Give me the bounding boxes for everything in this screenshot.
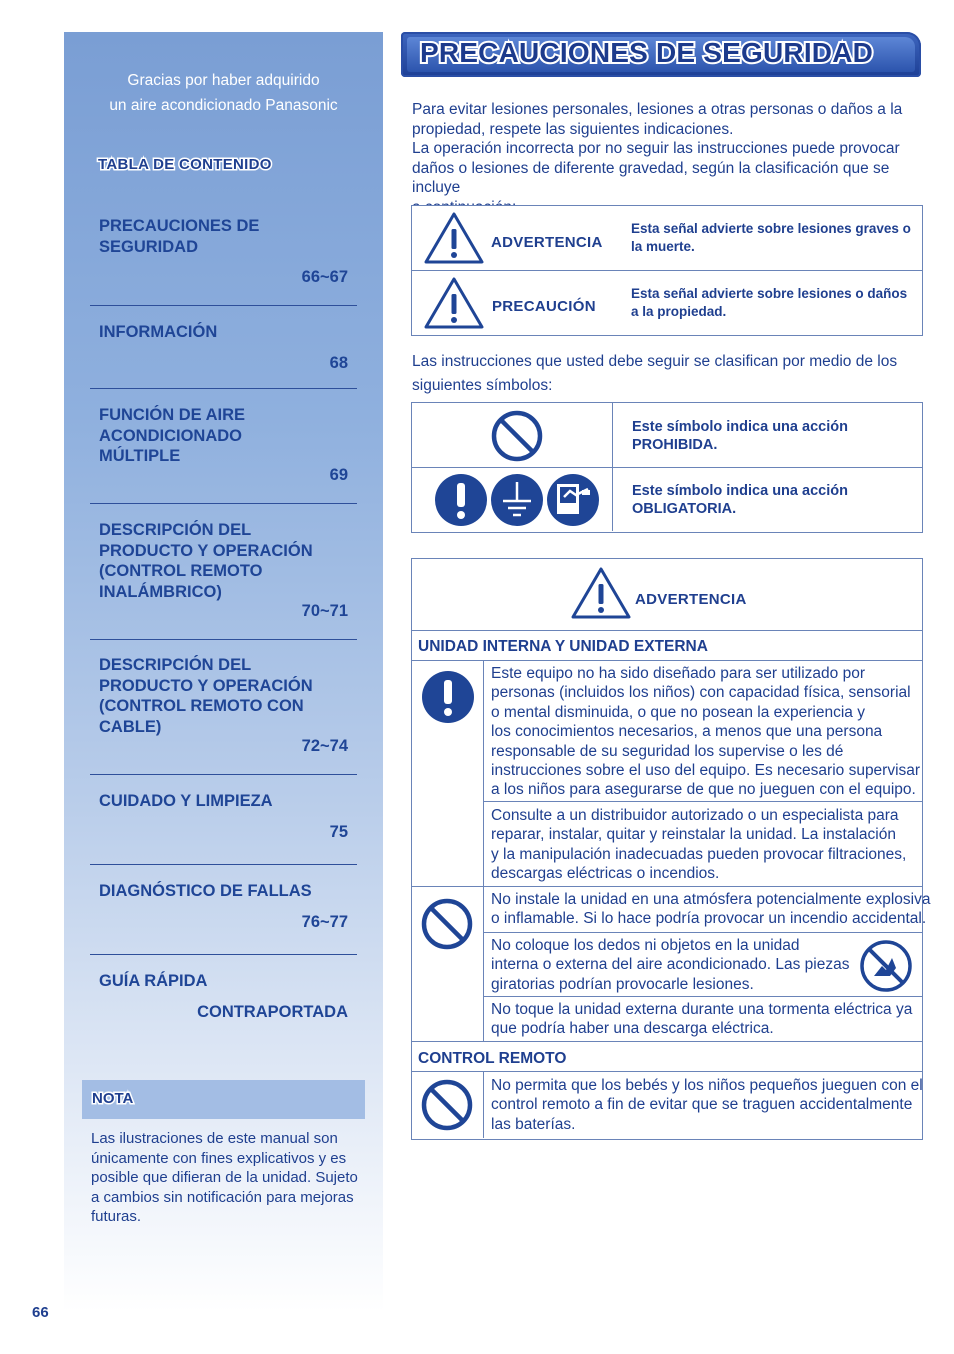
warning-row-line: No instale la unidad en una atmósfera potencialmente explosiva bbox=[491, 891, 931, 908]
toc-item-label: DIAGNÓSTICO DE FALLAS bbox=[99, 882, 312, 900]
toc-item-guia[interactable] bbox=[90, 971, 357, 1022]
toc-item-label: DESCRIPCIÓN DEL PRODUCTO Y OPERACIÓN (CONTROL REMOTO INALÁMBRICO) bbox=[99, 521, 313, 601]
table-divider bbox=[412, 1041, 922, 1042]
warning-row-line: instrucciones sobre el uso del equipo. Es necesario supervisar bbox=[491, 762, 921, 780]
warning-row-line: responsable de su seguridad los supervise o les dé bbox=[491, 742, 844, 760]
prohibited-icon bbox=[490, 409, 544, 463]
section-title-control-remoto: CONTROL REMOTO bbox=[418, 1050, 567, 1067]
signal-desc-precaucion bbox=[631, 285, 907, 321]
warning-row-line: las baterías. bbox=[491, 1115, 576, 1133]
warning-row-line: No coloque los dedos ni objetos en la unidad bbox=[491, 937, 800, 954]
warning-row-line: reparar, instalar, quitar y reinstalar la unidad. La instalación bbox=[491, 826, 896, 844]
signal-desc-line: Esta señal advierte sobre lesiones graves o bbox=[631, 221, 911, 236]
toc-item-label: FUNCIÓN DE AIRE ACONDICIONADO MÚLTIPLE bbox=[99, 406, 246, 465]
intro-line: propiedad, respete las siguientes indicaciones. bbox=[412, 120, 734, 138]
toc-item-label: INFORMACIÓN bbox=[99, 323, 218, 341]
signal-desc-advertencia bbox=[631, 220, 911, 256]
toc-item-page: 66~67 bbox=[301, 268, 348, 286]
toc-divider bbox=[90, 864, 357, 865]
warning-row-text bbox=[491, 936, 849, 994]
toc-divider bbox=[90, 639, 357, 640]
toc-item-page: 75 bbox=[329, 822, 348, 841]
warning-row-text bbox=[491, 664, 920, 800]
warning-row-text bbox=[491, 890, 930, 929]
toc-item-funcion[interactable] bbox=[90, 405, 357, 485]
toc-item-cuidado[interactable] bbox=[90, 791, 357, 842]
toc-item-descripcion-inalambrico[interactable] bbox=[90, 520, 357, 621]
toc-item-page: 69 bbox=[329, 465, 348, 484]
table-divider bbox=[612, 403, 613, 531]
symbol-desc-line: PROHIBIDA. bbox=[632, 437, 718, 453]
prohibited-icon bbox=[420, 1078, 474, 1132]
warning-row-line: descargas eléctricas o incendios. bbox=[491, 865, 720, 883]
no-fingers-icon bbox=[860, 940, 912, 992]
table-divider bbox=[412, 630, 922, 631]
table-divider bbox=[484, 801, 922, 802]
section-title-unidad: UNIDAD INTERNA Y UNIDAD EXTERNA bbox=[418, 638, 708, 655]
warning-triangle-icon bbox=[423, 276, 485, 330]
warning-row-line: y la manipulación inadecuadas pueden provocar filtraciones, bbox=[491, 845, 907, 863]
toc-item-descripcion-cable[interactable] bbox=[90, 655, 357, 756]
warning-row-line: No toque la unidad externa durante una tormenta eléctrica ya bbox=[491, 1001, 913, 1018]
toc-item-label: GUÍA RÁPIDA bbox=[99, 972, 208, 990]
table-divider bbox=[412, 467, 922, 468]
symbols-intro-line: Las instrucciones que usted debe seguir se clasifican por medio de los bbox=[412, 353, 898, 370]
toc-item-label: PRECAUCIONES DE SEGURIDAD bbox=[99, 217, 260, 256]
table-divider bbox=[412, 1071, 922, 1072]
warning-row-line: personas (incluidos los niños) con capacidad física, sensorial bbox=[491, 684, 911, 702]
symbol-desc-prohibida bbox=[632, 418, 848, 454]
warning-row-line: los conocimientos necesarios, a menos que una persona bbox=[491, 723, 883, 741]
warning-row-line: interna o externa del aire acondicionado. Las piezas bbox=[491, 956, 850, 974]
mandatory-exclamation-icon bbox=[421, 670, 475, 724]
page-title: PRECAUCIONES DE SEGURIDAD bbox=[420, 37, 874, 68]
table-divider bbox=[484, 932, 922, 933]
symbol-desc-line: Este símbolo indica una acción bbox=[632, 483, 848, 499]
thanks-line-1: Gracias por haber adquirido bbox=[127, 72, 320, 89]
intro-line: La operación incorrecta por no seguir las instrucciones puede provocar bbox=[412, 140, 900, 157]
toc-divider bbox=[90, 388, 357, 389]
toc-item-informacion[interactable] bbox=[90, 322, 357, 373]
toc-item-page: 72~74 bbox=[301, 737, 348, 755]
ground-icon bbox=[490, 473, 544, 527]
warning-row-line: que podría haber una descarga eléctrica. bbox=[491, 1020, 774, 1038]
toc-item-label: CUIDADO Y LIMPIEZA bbox=[99, 792, 273, 810]
nota-header bbox=[82, 1080, 365, 1119]
symbol-desc-line: Este símbolo indica una acción bbox=[632, 419, 848, 435]
symbol-desc-obligatoria bbox=[632, 482, 848, 518]
toc-title: TABLA DE CONTENIDO bbox=[98, 156, 272, 173]
sidebar bbox=[64, 32, 383, 1312]
toc-divider bbox=[90, 774, 357, 775]
warning-row-text bbox=[491, 1076, 923, 1134]
warning-row-line: No permita que los bebés y los niños pequeños jueguen con el bbox=[491, 1077, 923, 1094]
table-divider bbox=[412, 270, 922, 271]
signal-desc-line: Esta señal advierte sobre lesiones o daños bbox=[631, 286, 908, 301]
toc-divider bbox=[90, 954, 357, 955]
table-divider bbox=[484, 996, 922, 997]
warning-row-text bbox=[491, 806, 906, 884]
table-divider bbox=[412, 886, 922, 887]
toc-item-page: CONTRAPORTADA bbox=[197, 1002, 348, 1021]
toc-item-page: 70~71 bbox=[301, 602, 348, 620]
intro-paragraph bbox=[412, 100, 927, 217]
toc-divider bbox=[90, 503, 357, 504]
toc-item-precauciones[interactable] bbox=[90, 216, 357, 287]
table-divider bbox=[412, 660, 922, 661]
prohibited-icon bbox=[420, 897, 474, 951]
unplug-icon bbox=[546, 473, 600, 527]
symbol-desc-line: OBLIGATORIA. bbox=[632, 501, 737, 517]
toc-item-page: 76~77 bbox=[301, 912, 348, 931]
warning-row-line: Este equipo no ha sido diseñado para ser utilizado por bbox=[491, 665, 865, 682]
warning-row-line: Consulte a un distribuidor autorizado o un especialista para bbox=[491, 807, 899, 824]
warning-triangle-icon bbox=[423, 211, 485, 265]
warning-triangle-icon bbox=[570, 566, 632, 620]
toc-item-label: DESCRIPCIÓN DEL PRODUCTO Y OPERACIÓN (CONTROL REMOTO CON CABLE) bbox=[99, 656, 313, 736]
thanks-message bbox=[64, 68, 383, 118]
warning-row-line: o inflamable. Si lo hace podría provocar un incendio accidental. bbox=[491, 910, 927, 928]
nota-title: NOTA bbox=[92, 1090, 134, 1107]
symbols-intro bbox=[412, 351, 927, 399]
toc-divider bbox=[90, 305, 357, 306]
signal-desc-line: a la propiedad. bbox=[631, 304, 727, 319]
warning-row-text bbox=[491, 1000, 912, 1039]
mandatory-exclamation-icon bbox=[434, 473, 488, 527]
signal-label-precaucion: PRECAUCIÓN bbox=[492, 298, 596, 315]
toc-item-diagnostico[interactable] bbox=[90, 881, 357, 932]
thanks-line-2: un aire acondicionado Panasonic bbox=[109, 97, 338, 114]
page-number: 66 bbox=[32, 1304, 49, 1321]
symbols-intro-line: siguientes símbolos: bbox=[412, 377, 553, 394]
table-divider bbox=[483, 1071, 484, 1138]
table-divider bbox=[483, 660, 484, 1041]
warning-table-header-label: ADVERTENCIA bbox=[635, 591, 747, 608]
intro-line: Para evitar lesiones personales, lesiones a otras personas o daños a la bbox=[412, 101, 903, 118]
nota-text: Las ilustraciones de este manual son únicamente con fines explicativos y es posible que difieran de la unidad. Sujeto a cambios sin notificación para mejoras futuras. bbox=[91, 1130, 358, 1226]
toc-item-page: 68 bbox=[329, 353, 348, 372]
signal-label-advertencia: ADVERTENCIA bbox=[491, 234, 603, 251]
warning-row-line: o mental disminuida, o que no posean la experiencia y bbox=[491, 703, 865, 721]
intro-line: daños o lesiones de diferente gravedad, según la clasificación que se incluye bbox=[412, 159, 890, 196]
signal-desc-line: la muerte. bbox=[631, 239, 695, 254]
warning-row-line: giratorias podrían provocarle lesiones. bbox=[491, 975, 754, 993]
warning-row-line: control remoto a fin de evitar que se traguen accidentalmente bbox=[491, 1096, 913, 1114]
warning-row-line: a los niños para asegurarse de que no jueguen con el equipo. bbox=[491, 781, 916, 799]
